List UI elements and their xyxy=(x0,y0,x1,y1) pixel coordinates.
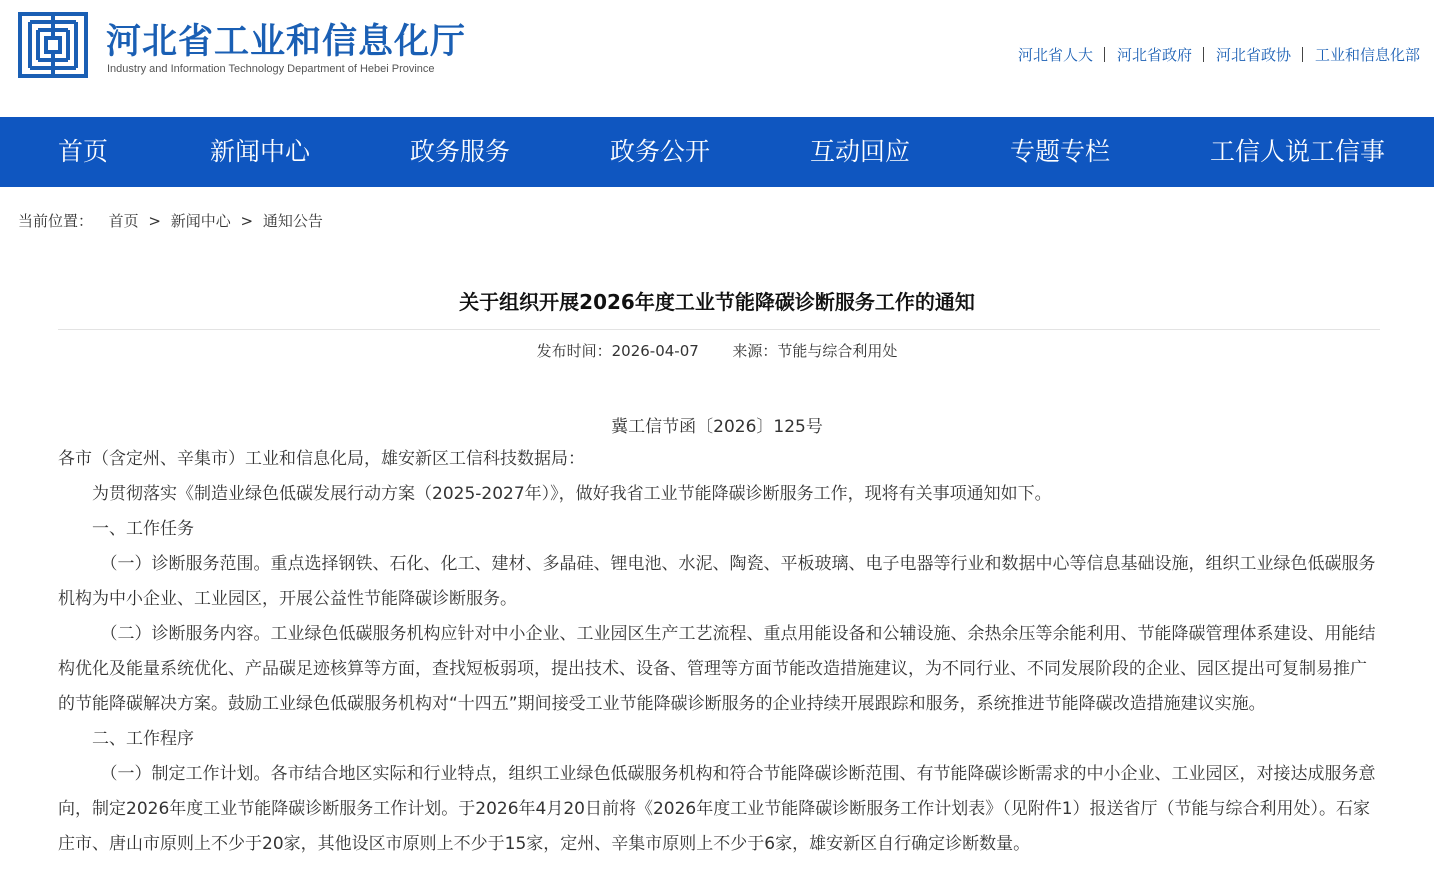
breadcrumb-item-notices[interactable]: 通知公告 xyxy=(262,212,323,230)
nav-item-government-disclosure[interactable]: 政务公开 xyxy=(610,137,711,166)
body-paragraph: （一）制定工作计划。各市结合地区实际和行业特点，组织工业绿色低碳服务机构和符合节能降碳诊断范围、有节能降碳诊断需求的中小企业、工业园区，对接达成服务意向，制定2026年度工业节能降碳诊断服务工作计划。于2026年4月20日前将《2026年度工业节能降碳诊断服务工作计划表》（见附件1）报送省厅（节能与综合利用处）。石家庄市、唐山市原则上不少于20家，其他设区市原则上不少于15家，定州、辛集市原则上不少于6家，雄安新区自行确定诊断数量。 xyxy=(58,764,1376,854)
section-heading: 一、工作任务 xyxy=(92,519,194,539)
site-title[interactable]: 河北省工业和信息化厅 xyxy=(106,22,467,62)
nav-item-news-center[interactable]: 新闻中心 xyxy=(210,137,311,166)
nav-item-government-services[interactable]: 政务服务 xyxy=(410,137,511,166)
breadcrumb-label: 当前位置： xyxy=(18,212,94,230)
source-label: 来源： xyxy=(732,342,778,360)
site-subtitle: Industry and Information Technology Department of Hebei Province xyxy=(107,63,435,75)
section-heading: 二、工作程序 xyxy=(92,729,194,749)
article-source: 节能与综合利用处 xyxy=(777,342,898,360)
link-divider xyxy=(1302,47,1303,62)
breadcrumb-separator: > xyxy=(148,212,161,230)
article-meta xyxy=(0,340,1434,361)
breadcrumb-separator: > xyxy=(240,212,254,230)
top-link-hebei-government[interactable]: 河北省政府 xyxy=(1116,46,1192,64)
nav-item-special-topics[interactable]: 专题专栏 xyxy=(1010,137,1111,166)
top-link-miit[interactable]: 工业和信息化部 xyxy=(1314,46,1420,64)
document-number: 冀工信节函〔2026〕125号 xyxy=(611,417,823,437)
intro-paragraph: 为贯彻落实《制造业绿色低碳发展行动方案（2025-2027年）》，做好我省工业节能降碳诊断服务工作，现将有关事项通知如下。 xyxy=(92,484,1052,504)
article-title: 关于组织开展2026年度工业节能降碳诊断服务工作的通知 xyxy=(459,290,975,314)
breadcrumb-item-home[interactable]: 首页 xyxy=(108,212,139,230)
nav-item-interaction[interactable]: 互动回应 xyxy=(810,137,911,166)
link-divider xyxy=(1203,47,1204,62)
breadcrumb xyxy=(18,210,323,231)
publish-label: 发布时间： xyxy=(536,342,612,360)
publish-date: 2026-04-07 xyxy=(611,342,699,360)
main-nav xyxy=(0,117,1434,187)
hebei-gongxin-logo-icon[interactable] xyxy=(18,12,88,78)
article-body xyxy=(58,442,1380,862)
breadcrumb-item-news-center[interactable]: 新闻中心 xyxy=(170,212,231,230)
nav-item-insider-talk[interactable]: 工信人说工信事 xyxy=(1210,137,1386,166)
body-paragraph: （二）诊断服务内容。工业绿色低碳服务机构应针对中小企业、工业园区生产工艺流程、重点用能设备和公辅设施、余热余压等余能利用、节能降碳管理体系建设、用能结构优化及能量系统优化、产品碳足迹核算等方面，查找短板弱项，提出技术、设备、管理等方面节能改造措施建议，为不同行业、不同发展阶段的企业、园区提出可复制易推广的节能降碳解决方案。鼓励工业绿色低碳服务机构对“十四五”期间接受工业节能降碳诊断服务的企业持续开展跟踪和服务，系统推进节能降碳改造措施建议实施。 xyxy=(58,624,1376,714)
salutation-paragraph: 各市（含定州、辛集市）工业和信息化局，雄安新区工信科技数据局： xyxy=(58,449,585,469)
link-divider xyxy=(1104,47,1105,62)
nav-item-home[interactable]: 首页 xyxy=(58,137,109,166)
top-link-hebei-npc[interactable]: 河北省人大 xyxy=(1017,46,1093,64)
top-links xyxy=(1018,44,1420,65)
site-header xyxy=(0,0,1434,117)
title-divider xyxy=(58,329,1380,330)
top-link-hebei-cppcc[interactable]: 河北省政协 xyxy=(1215,46,1291,64)
body-paragraph: （一）诊断服务范围。重点选择钢铁、石化、化工、建材、多晶硅、锂电池、水泥、陶瓷、平板玻璃、电子电器等行业和数据中心等信息基础设施，组织工业绿色低碳服务机构为中小企业、工业园区，开展公益性节能降碳诊断服务。 xyxy=(58,554,1376,609)
